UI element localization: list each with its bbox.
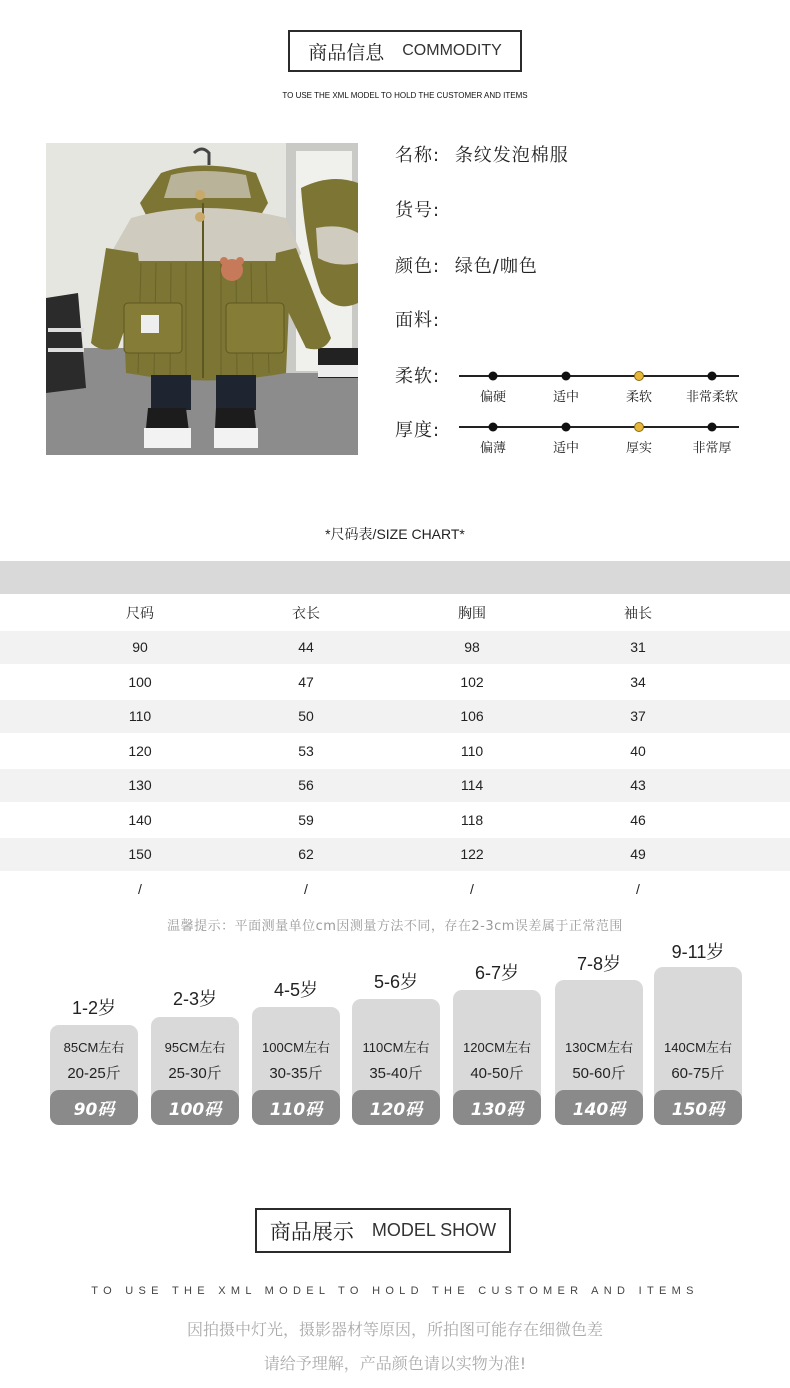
table-row [0,631,790,664]
table-cell: 50 [298,708,314,724]
card-height: 140CM左右 [664,1040,732,1055]
table-cell: 44 [298,639,314,655]
commodity-header [288,30,522,72]
model-show-header [255,1208,511,1253]
table-cell: / [636,880,640,897]
table-row [0,700,790,733]
table-cell: 100 [128,673,152,690]
table-cell: 47 [298,673,314,690]
age-label: 7-8岁 [576,954,621,974]
card-height: 120CM左右 [463,1040,531,1055]
thickness-dot-0 [489,423,498,432]
size-chart-title: *尺码表/SIZE CHART* [325,526,465,542]
softness-dot-1 [562,372,571,381]
softness-scale-line [459,375,739,377]
card-weight: 50-60斤 [572,1065,626,1082]
size-pill: 120码 [352,1090,440,1125]
table-cell: 150 [128,846,152,862]
model-show-line2: 请给予理解，产品颜色请以实物为准! [263,1354,527,1373]
thickness-tick-3: 非常厚 [692,441,732,456]
table-cell: 56 [298,777,314,793]
card-weight: 40-50斤 [470,1065,524,1082]
table-cell: 110 [128,708,152,724]
size-pill: 90码 [50,1090,138,1125]
table-row [0,769,790,802]
size-table-header-cell: 胸围 [458,604,486,621]
age-label: 5-6岁 [373,972,418,992]
card-height: 110CM左右 [362,1040,430,1055]
size-pill: 150码 [654,1090,742,1125]
thickness-scale-line [459,426,739,428]
card-height: 100CM左右 [262,1040,330,1055]
card-height: 130CM左右 [565,1040,633,1055]
table-cell: 53 [298,742,314,759]
table-cell: 90 [132,639,148,655]
softness-dot-2 [634,371,644,381]
product-photo [46,143,358,455]
card-weight: 20-25斤 [67,1065,121,1082]
commodity-title-en: COMMODITY [402,42,502,59]
table-cell: 43 [630,777,646,793]
table-row [0,665,790,698]
model-show-title-cn: 商品展示 [269,1219,354,1244]
info-color-row [395,252,538,278]
thickness-dot-2 [634,422,644,432]
softness-dot-3 [708,372,717,381]
size-pill: 100码 [151,1090,239,1125]
table-row [0,838,790,871]
table-cell: 59 [298,811,314,828]
thickness-tick-1: 适中 [552,441,580,456]
card-weight: 35-40斤 [369,1065,423,1082]
color-value: 绿色/咖色 [454,256,538,277]
table-cell: 114 [460,777,484,793]
size-table-header-cell: 尺码 [126,604,154,621]
table-cell: 130 [128,777,152,793]
size-chart-band [0,561,790,594]
table-cell: 120 [128,742,152,759]
size-table-header-cell: 袖长 [624,604,652,621]
age-label: 4-5岁 [273,980,318,1000]
table-cell: 110 [460,742,484,759]
age-label: 6-7岁 [474,963,519,983]
table-cell: / [304,880,308,897]
commodity-title-cn: 商品信息 [308,41,385,64]
fabric-label: 面料: [395,310,441,331]
table-cell: 106 [460,708,484,724]
info-fabric-row [395,306,440,332]
table-cell: 40 [630,742,646,759]
size-note: 温馨提示：平面测量单位cm因测量方法不同，存在2-3cm误差属于正常范围 [167,919,623,934]
thickness-dot-3 [708,423,717,432]
thickness-tick-2: 厚实 [625,441,653,456]
table-cell: 98 [464,639,480,655]
table-cell: 102 [460,673,484,690]
size-pill: 110码 [252,1090,340,1125]
table-row [0,734,790,767]
card-weight: 30-35斤 [269,1065,323,1082]
thickness-tick-0: 偏薄 [479,441,507,456]
table-cell: 122 [460,846,484,862]
table-cell: / [138,880,142,897]
size-pill: 130码 [453,1090,541,1125]
model-show-line1: 因拍摄中灯光，摄影器材等原因，所拍图可能存在细微色差 [186,1320,603,1339]
table-row [0,803,790,836]
model-show-tagline: TO USE THE XML MODEL TO HOLD THE CUSTOMER AND ITEMS [91,1285,699,1297]
card-height: 95CM左右 [164,1040,226,1055]
table-cell: / [470,880,474,897]
info-sku-row [395,196,440,222]
size-table-header [0,596,790,629]
size-table-header-cell: 衣长 [292,604,320,621]
name-label: 名称: [395,145,441,166]
model-show-title-en: MODEL SHOW [371,1220,497,1240]
sku-label: 货号: [395,200,441,221]
card-weight: 25-30斤 [168,1065,222,1082]
table-cell: 31 [630,639,646,655]
table-cell: 34 [630,673,646,690]
color-label: 颜色: [395,256,441,277]
age-label: 2-3岁 [172,989,217,1009]
softness-tick-3: 非常柔软 [685,390,739,405]
card-weight: 60-75斤 [671,1065,725,1082]
softness-tick-2: 柔软 [625,390,653,405]
age-label: 1-2岁 [71,998,116,1018]
table-cell: 37 [630,708,646,724]
commodity-tagline: TO USE THE XML MODEL TO HOLD THE CUSTOMER AND ITEMS [282,91,528,100]
age-label: 9-11岁 [671,942,725,962]
table-cell: 46 [630,811,646,828]
softness-tick-0: 偏硬 [479,390,507,405]
table-cell: 118 [460,811,484,828]
info-name-row [395,141,569,167]
table-cell: 140 [128,811,152,828]
softness-dot-0 [489,372,498,381]
card-height: 85CM左右 [63,1040,125,1055]
softness-label: 柔软: [395,366,441,387]
size-pill: 140码 [555,1090,643,1125]
table-row [0,872,790,905]
name-value: 条纹发泡棉服 [454,145,569,166]
table-cell: 49 [630,846,646,862]
softness-tick-1: 适中 [552,390,580,405]
thickness-dot-1 [562,423,571,432]
table-cell: 62 [298,846,314,862]
thickness-label: 厚度: [395,420,441,441]
